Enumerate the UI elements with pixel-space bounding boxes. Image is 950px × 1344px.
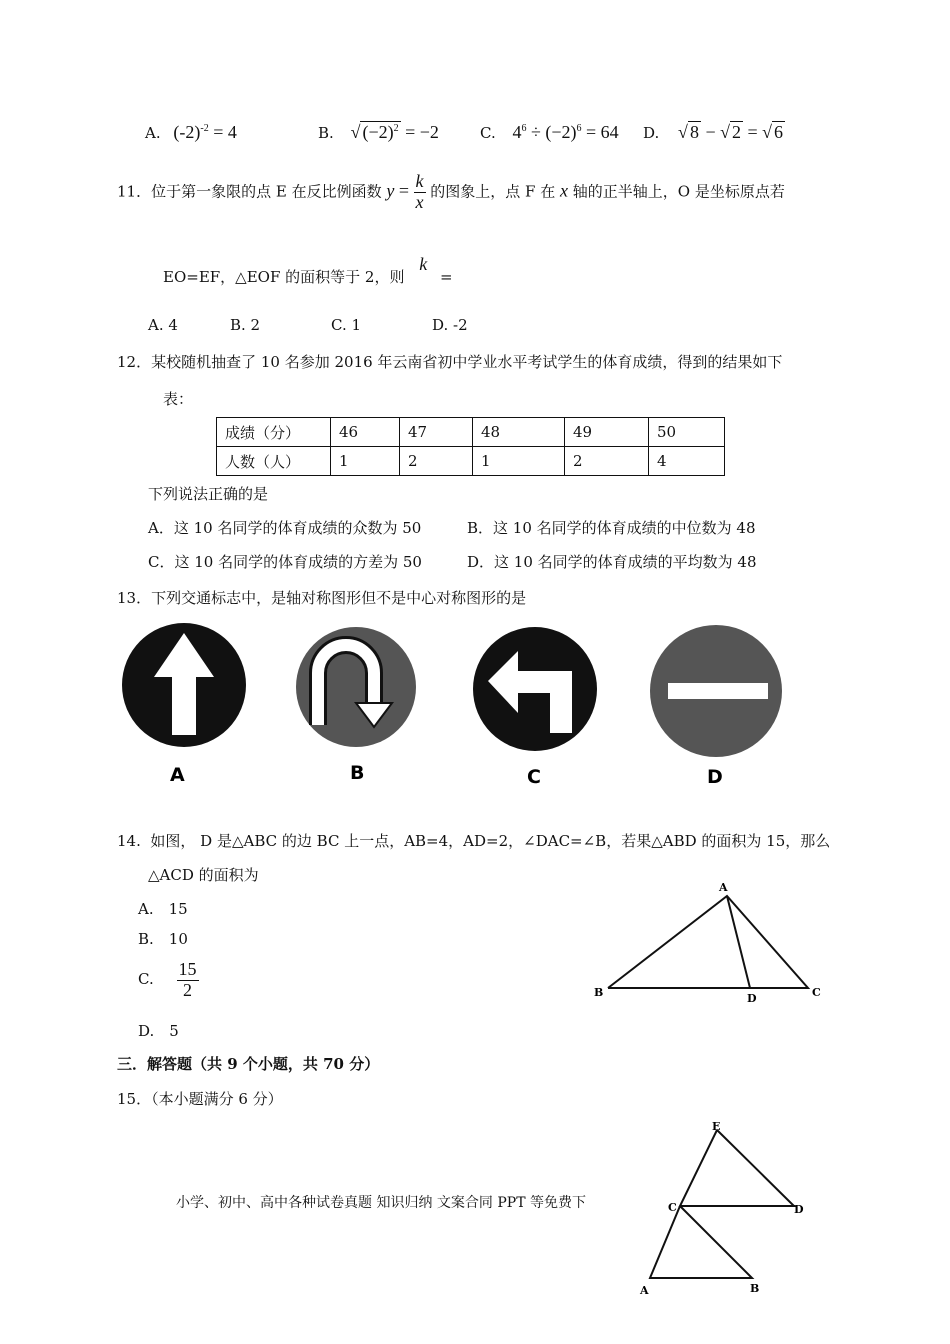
q12-option-d: D．这 10 名同学的体育成绩的平均数为 48	[467, 553, 757, 571]
q10-d-expression: √ 8 − √ 2 = √ 6	[678, 122, 784, 142]
table-cell: 46	[331, 418, 400, 447]
q12-prompt: 下列说法正确的是	[148, 485, 269, 503]
q11-line2: EO=EF，△EOF 的面积等于 2，则 k =	[163, 254, 453, 286]
q13-question: 13．下列交通标志中，是轴对称图形但不是中心对称图形的是	[117, 589, 527, 607]
table-cell: 1	[473, 447, 565, 476]
table-cell: 50	[649, 418, 725, 447]
q10-c-expression: $4^6 \div (-2)^6 = 64$	[512, 122, 619, 142]
table-row	[217, 447, 725, 476]
score-table	[216, 417, 725, 476]
q11-option-a: A. 4	[148, 316, 178, 334]
section-3-title: 三．解答题（共 9 个小题，共 70 分）	[117, 1055, 380, 1073]
u-turn-sign-icon	[296, 627, 416, 747]
q12-question: 12．某校随机抽查了 10 名参加 2016 年云南省初中学业水平考试学生的体育成绩，得到的结果如下	[117, 353, 783, 371]
q14-option-b: B. 10	[138, 930, 188, 948]
triangle-ecd-outline	[680, 1130, 794, 1206]
q11-fraction: $\frac{k}{x}$	[415, 171, 424, 212]
table-cell: 47	[400, 418, 473, 447]
straight-arrow-sign-icon	[122, 623, 246, 747]
q10-option-a: A. $(-2)^{-2} = 4$	[145, 122, 237, 142]
q12-option-c: C．这 10 名同学的体育成绩的方差为 50	[148, 553, 422, 571]
q10-option-d: D. √ 8 − √ 2 = √ 6	[643, 122, 784, 142]
watermark-text: 小学、初中、高中各种试卷真题 知识归纳 文案合同 PPT 等免费下	[176, 1195, 586, 1211]
vertex-label-a: A	[719, 881, 728, 894]
triangle-cab-outline	[650, 1206, 752, 1278]
vertex-label-e: E	[712, 1120, 721, 1133]
table-cell: 2	[400, 447, 473, 476]
q14-option-a: A. 15	[138, 900, 188, 918]
q14-option-c: C. $\frac{15}{2}$	[138, 959, 197, 1000]
q15-question: 15．（本小题满分 6 分）	[117, 1090, 283, 1108]
q14-question: 14. 如图， D 是△ABC 的边 BC 上一点，AB=4，AD=2，∠DAC=∠B，若果△ABD 的面积为 15，那么	[117, 832, 831, 850]
table-cell: 49	[565, 418, 649, 447]
vertex-label-b: B	[594, 986, 604, 999]
q11-option-b: B. 2	[230, 316, 261, 334]
triangle-abc-outline	[608, 896, 808, 988]
q10-b-expression: √ $(-2)^2 = -2$	[350, 122, 439, 142]
two-triangles-figure	[630, 1118, 810, 1300]
vertex-label-a: A	[640, 1284, 649, 1297]
sign-label-b: B	[350, 762, 365, 784]
table-row	[217, 418, 725, 447]
q10-a-expression: $(-2)^{-2} = 4$	[173, 122, 237, 142]
q10-option-b: B. √ $(-2)^2 = -2$	[318, 122, 439, 142]
q14-option-d: D. 5	[138, 1022, 179, 1040]
triangle-abc-figure	[590, 878, 840, 1008]
vertex-label-d: D	[747, 992, 757, 1005]
q11-option-d: D. -2	[432, 316, 468, 334]
vertex-label-d: D	[794, 1203, 804, 1216]
q12-option-a: A．这 10 名同学的体育成绩的众数为 50	[148, 519, 422, 537]
q14-c-fraction: $\frac{15}{2}$	[178, 959, 197, 1000]
traffic-signs-figure	[110, 615, 800, 795]
vertex-label-c: C	[812, 986, 821, 999]
sign-label-c: C	[527, 766, 541, 788]
no-entry-sign-icon	[650, 625, 782, 757]
sign-label-a: A	[170, 764, 185, 786]
q12-question-line2: 表：	[163, 390, 194, 408]
q11-option-c: C. 1	[331, 316, 362, 334]
vertex-label-b: B	[750, 1282, 760, 1295]
q14-question-line2: △ACD 的面积为	[148, 866, 259, 884]
left-turn-sign-icon	[473, 627, 597, 751]
q10-option-c: C. $4^6 \div (-2)^6 = 64$	[480, 122, 619, 142]
table-cell: 成绩（分）	[217, 418, 331, 447]
sign-label-d: D	[707, 766, 723, 788]
table-cell: 48	[473, 418, 565, 447]
q11-question: 11．位于第一象限的点 E 在反比例函数 y = $\frac{k}{x}$ 的图象上，点 F 在 x 轴的正半轴上，O 是坐标原点若	[117, 171, 785, 212]
table-cell: 1	[331, 447, 400, 476]
table-cell: 4	[649, 447, 725, 476]
table-cell: 2	[565, 447, 649, 476]
table-cell: 人数（人）	[217, 447, 331, 476]
q12-option-b: B．这 10 名同学的体育成绩的中位数为 48	[467, 519, 756, 537]
vertex-label-c: C	[668, 1201, 677, 1214]
